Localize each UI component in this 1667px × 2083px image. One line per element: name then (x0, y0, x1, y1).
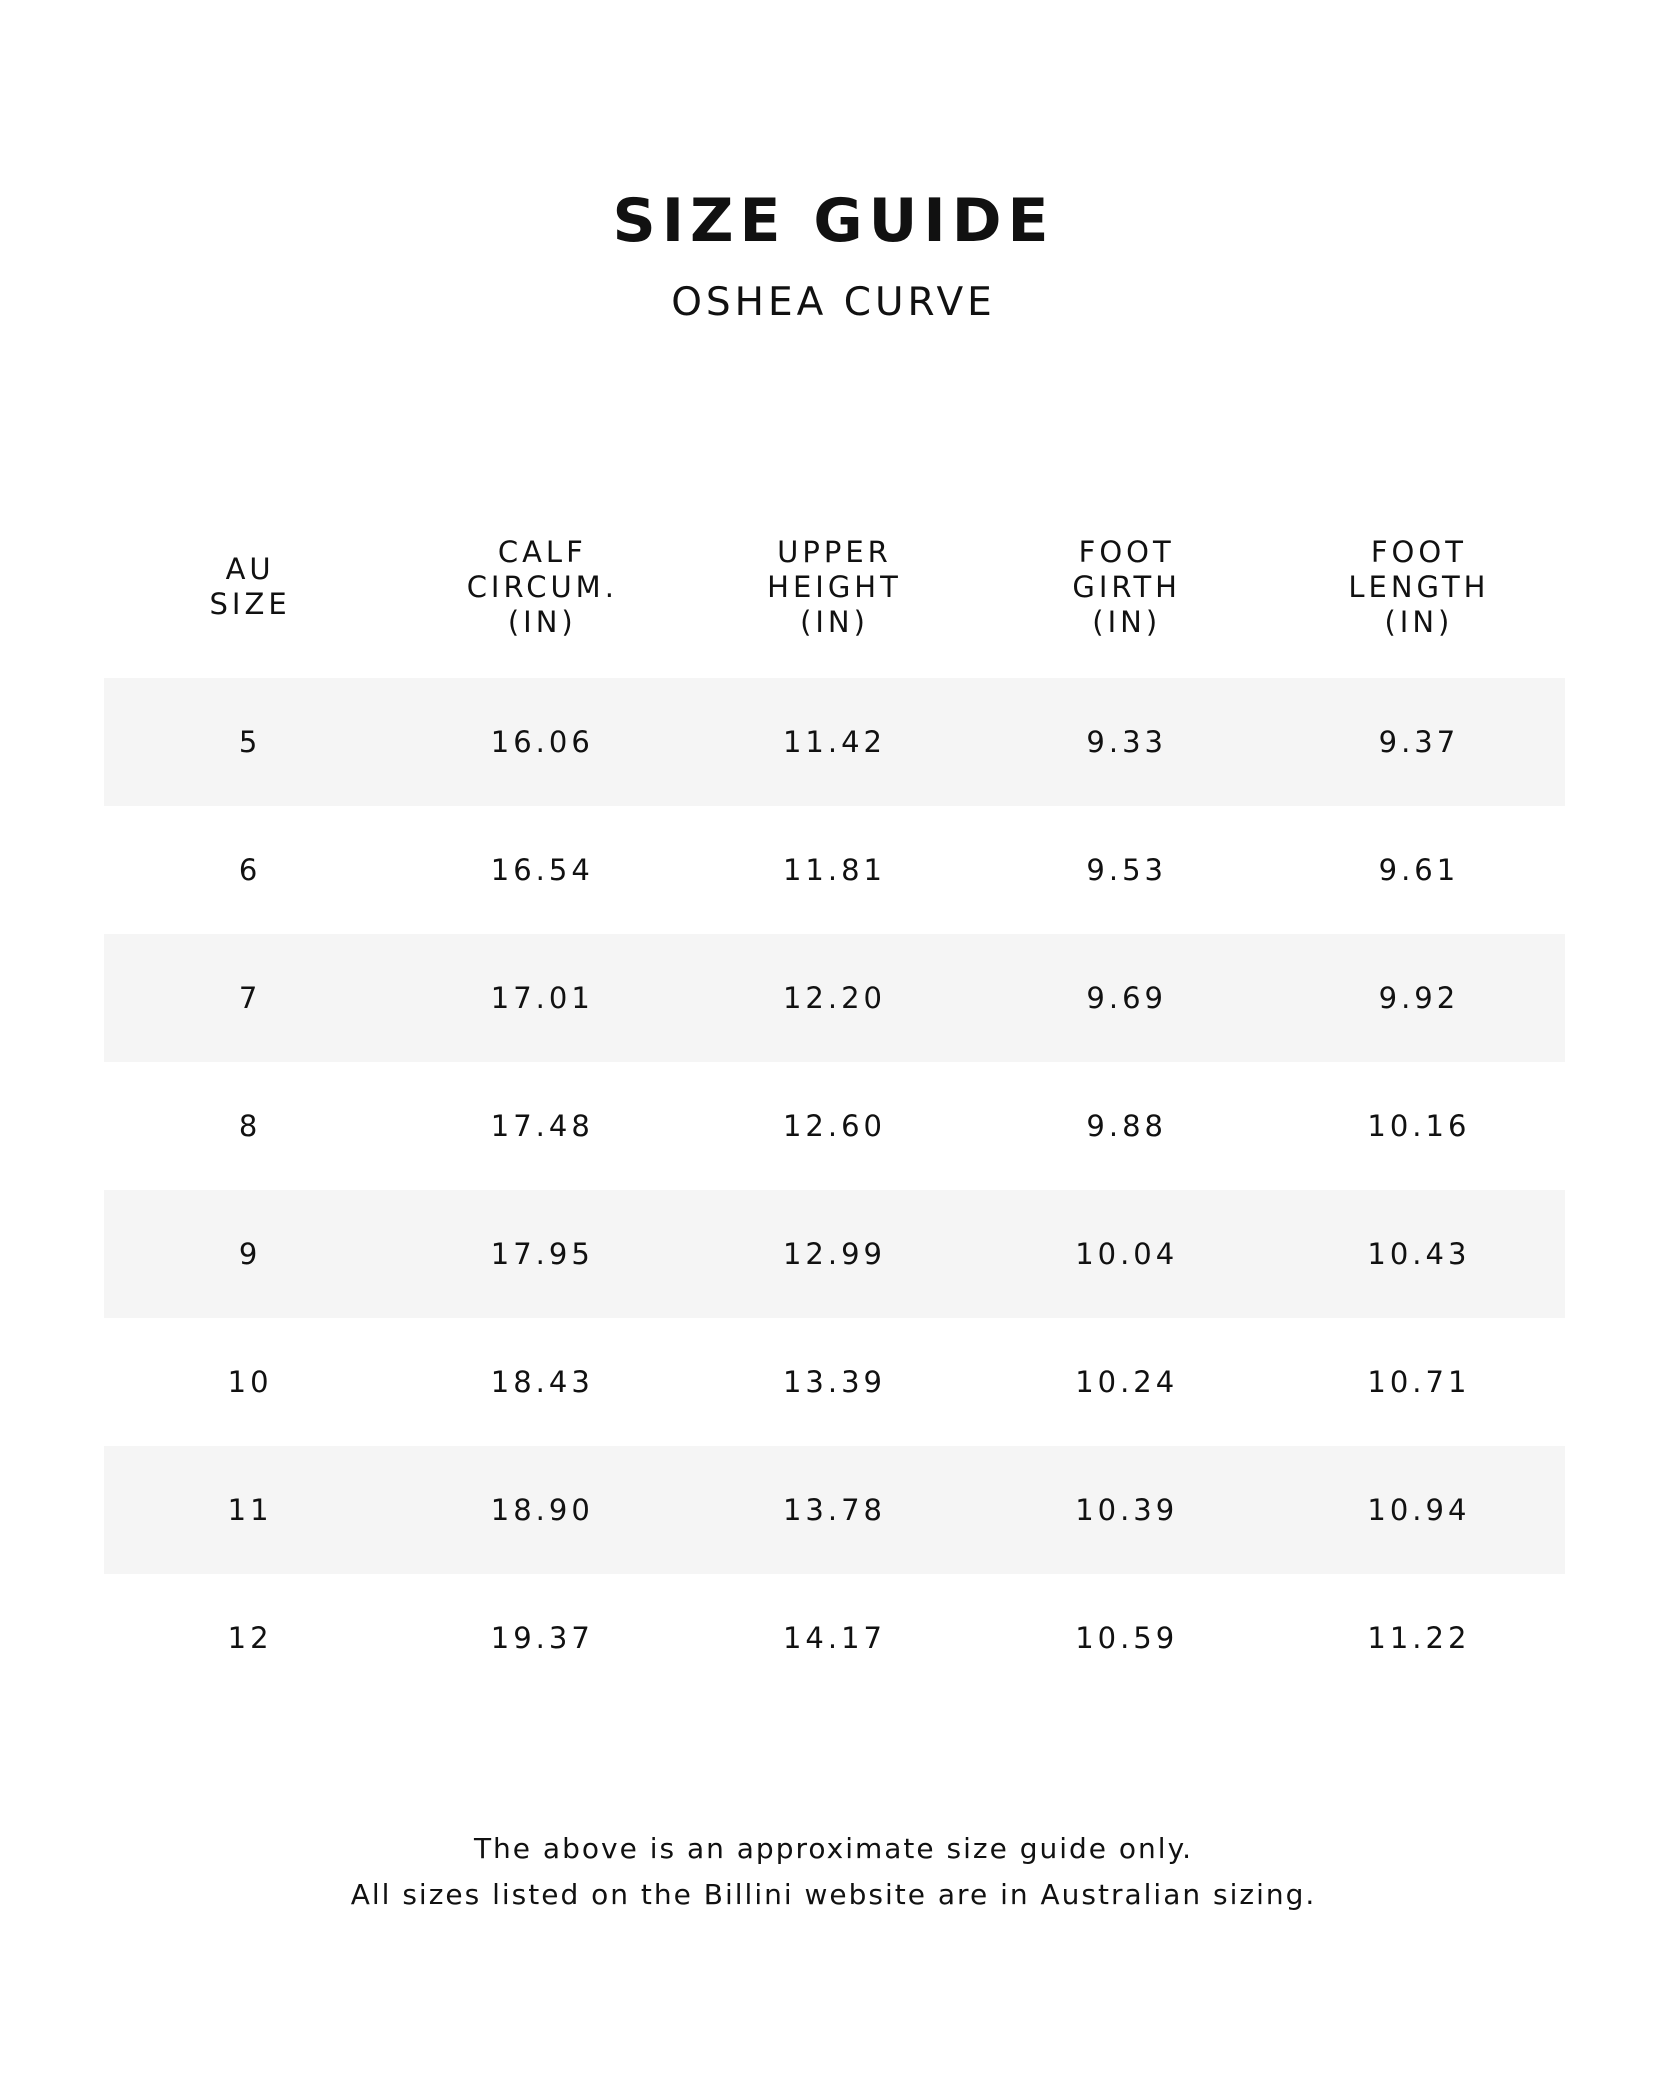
header-calf-circumference (396, 535, 688, 640)
cell-foot-girth: 9.69 (1086, 981, 1167, 1015)
product-name: OSHEA CURVE (671, 280, 996, 325)
header-line: SIZE (209, 587, 291, 621)
table-row (104, 1574, 1565, 1702)
header-line: (IN) (507, 604, 577, 639)
cell-au-size: 7 (238, 981, 262, 1015)
cell-au-size: 8 (238, 1109, 262, 1143)
cell-calf-circumference: 18.43 (490, 1365, 594, 1399)
header-line: FOOT (1370, 534, 1467, 569)
cell-calf-circumference: 18.90 (490, 1493, 594, 1527)
cell-foot-length: 10.94 (1367, 1493, 1471, 1527)
cell-calf-circumference: 16.06 (490, 725, 594, 759)
cell-upper-height: 13.39 (782, 1365, 887, 1399)
table-body (104, 678, 1565, 1702)
cell-au-size: 11 (227, 1493, 273, 1527)
header-line: GIRTH (1072, 569, 1181, 604)
cell-au-size: 10 (227, 1365, 273, 1399)
cell-foot-girth: 10.04 (1075, 1237, 1179, 1271)
cell-upper-height: 12.60 (782, 1109, 887, 1143)
cell-foot-length: 9.37 (1378, 725, 1460, 759)
table-row (104, 1446, 1565, 1574)
cell-foot-girth: 10.59 (1075, 1621, 1179, 1655)
header-line: LENGTH (1348, 569, 1490, 604)
footnote-line: All sizes listed on the Billini website are in Australian sizing. (350, 1878, 1317, 1911)
cell-au-size: 12 (227, 1621, 273, 1655)
header-line: (IN) (1384, 604, 1454, 639)
table-row (104, 678, 1565, 806)
cell-foot-length: 9.61 (1378, 853, 1460, 887)
header-foot-length (1273, 535, 1565, 640)
cell-calf-circumference: 17.48 (490, 1109, 594, 1143)
header-au-size (104, 552, 396, 622)
footnote-line: The above is an approximate size guide only. (473, 1832, 1194, 1865)
table-row (104, 934, 1565, 1062)
table-row (104, 1318, 1565, 1446)
cell-foot-length: 9.92 (1378, 981, 1460, 1015)
header-upper-height (688, 535, 980, 640)
table-row (104, 1062, 1565, 1190)
table-header (104, 496, 1565, 678)
header-foot-girth (981, 535, 1273, 640)
header-line: CIRCUM. (466, 569, 618, 604)
cell-upper-height: 12.20 (782, 981, 887, 1015)
cell-upper-height: 13.78 (782, 1493, 887, 1527)
cell-au-size: 6 (238, 853, 262, 887)
header-line: CALF (497, 534, 587, 569)
cell-foot-girth: 10.39 (1075, 1493, 1179, 1527)
header-line: FOOT (1078, 534, 1175, 569)
cell-foot-length: 10.43 (1367, 1237, 1471, 1271)
cell-foot-length: 10.16 (1367, 1109, 1471, 1143)
cell-au-size: 9 (238, 1237, 262, 1271)
header-line: AU (225, 552, 275, 586)
cell-foot-length: 10.71 (1367, 1365, 1471, 1399)
cell-calf-circumference: 17.01 (490, 981, 594, 1015)
cell-upper-height: 11.42 (782, 725, 887, 759)
cell-calf-circumference: 16.54 (490, 853, 594, 887)
cell-calf-circumference: 17.95 (490, 1237, 594, 1271)
size-table (104, 496, 1565, 1702)
cell-upper-height: 12.99 (782, 1237, 887, 1271)
cell-foot-girth: 10.24 (1075, 1365, 1179, 1399)
size-guide-note (0, 1826, 1667, 1918)
cell-foot-girth: 9.33 (1086, 725, 1167, 759)
header-line: (IN) (1092, 604, 1162, 639)
page-title: SIZE GUIDE (612, 186, 1055, 256)
cell-foot-girth: 9.53 (1086, 853, 1167, 887)
cell-upper-height: 14.17 (782, 1621, 887, 1655)
cell-upper-height: 11.81 (782, 853, 887, 887)
cell-foot-girth: 9.88 (1086, 1109, 1167, 1143)
header-line: UPPER (777, 534, 892, 569)
cell-au-size: 5 (238, 725, 262, 759)
table-row (104, 1190, 1565, 1318)
table-row (104, 806, 1565, 934)
cell-foot-length: 11.22 (1367, 1621, 1471, 1655)
header-line: (IN) (800, 604, 869, 639)
header-line: HEIGHT (767, 569, 902, 604)
cell-calf-circumference: 19.37 (490, 1621, 594, 1655)
